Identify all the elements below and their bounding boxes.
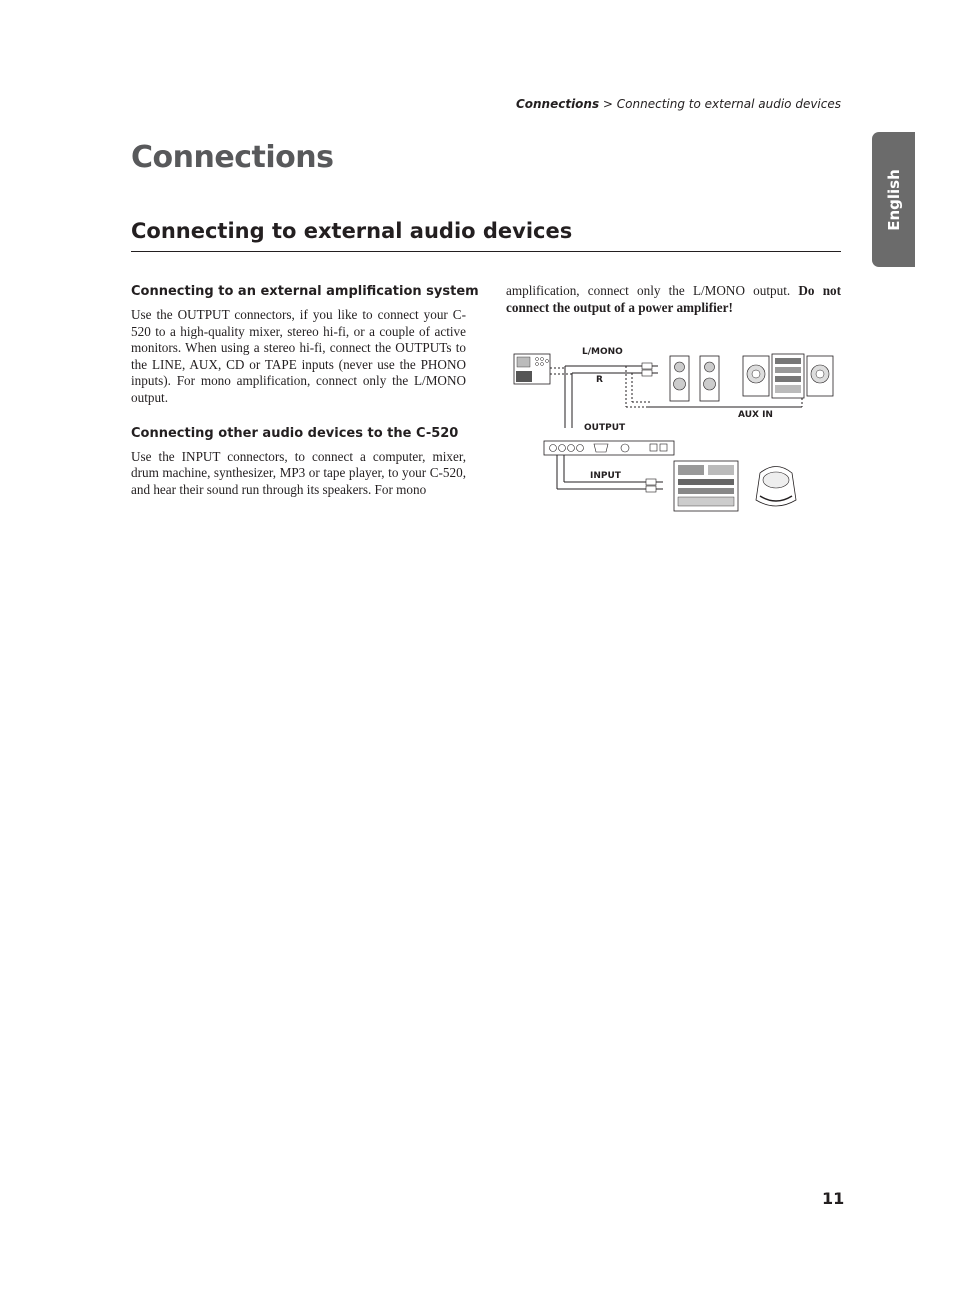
breadcrumb-section: Connections <box>515 97 600 111</box>
left-column <box>131 283 479 498</box>
language-tab[interactable] <box>872 132 915 267</box>
subsection-heading-other-devices: Connecting other audio devices to the C-520 <box>131 425 459 441</box>
c520-panel-icon <box>544 441 674 455</box>
right-column-text: amplification, connect only the L/MONO output. <box>506 283 799 298</box>
power-amp-warning: Do not connect the output of a power amplifier! <box>506 283 842 315</box>
label-aux-in: AUX IN <box>738 410 773 420</box>
language-tab-label: English <box>884 168 903 231</box>
breadcrumb-separator: > <box>599 97 617 111</box>
drum-machine-icon <box>674 461 738 511</box>
hifi-system-icon <box>743 354 833 398</box>
subsection-heading-amplification: Connecting to an external amplification system <box>131 284 479 299</box>
breadcrumb-page: Connecting to external audio devices <box>616 97 841 111</box>
connection-diagram <box>510 340 840 516</box>
output-jacks-icon <box>642 363 658 376</box>
page-number: 11 <box>822 1189 845 1208</box>
section-heading: Connecting to external audio devices <box>131 219 573 243</box>
right-column-paragraph <box>506 283 841 316</box>
right-column <box>506 283 841 316</box>
label-output: OUTPUT <box>584 423 626 433</box>
subsection-body-amplification: Use the OUTPUT connectors, if you like to connect your C-520 to a high-quality mixer, stereo hi-fi, or a couple of active monitors. When using a stereo hi-fi, connect the OUTPUTs to the LINE, AUX, CD or TAPE inputs (never use the PHONO inputs). For mono amplification, connect only the L/MONO output. <box>131 307 466 405</box>
label-input: INPUT <box>590 471 621 481</box>
page-title: Connections <box>131 140 334 175</box>
mixer-icon <box>514 354 550 384</box>
breadcrumb <box>516 97 841 111</box>
subsection-body-other-devices: Use the INPUT connectors, to connect a computer, mixer, drum machine, synthesizer, MP3 or tape player, to your C-520, and hear their sound run through its speakers. For mono <box>131 448 466 497</box>
section-divider <box>131 251 841 252</box>
label-lmono: L/MONO <box>582 347 623 357</box>
portable-player-icon <box>756 467 796 507</box>
input-jacks-icon <box>646 479 663 492</box>
label-r: R <box>596 375 603 385</box>
spacer <box>131 407 466 425</box>
monitor-speakers-icon <box>670 356 719 401</box>
